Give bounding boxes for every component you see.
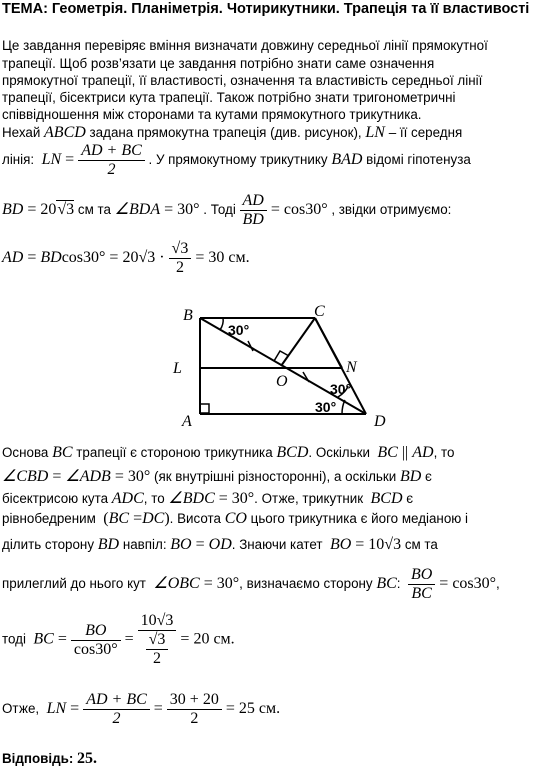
page-title: ТЕМА: Геометрія. Планіметрія. Чотирикутники. Трапеція та її властивості — [2, 1, 530, 17]
formula-line: прилеглий до нього кут ∠OBC = 30°, визначаємо сторону BC: $\frac{BO}{BC}$ = cos30°, — [2, 566, 500, 602]
formula-line: Отже, LN = $\frac{AD + BC}{2}$ = $\frac{30 + 20}{2}$ = 25 см. — [2, 691, 281, 727]
point-label-l: L — [173, 360, 182, 377]
fraction: $\frac{√3}{2}$ — [169, 240, 192, 277]
angle-label-b: 30° — [228, 322, 250, 338]
text-line: рівнобедреним (BC =DC). Висота CO цього трикутника є його медіаною і — [2, 510, 469, 527]
vertex-label-d: D — [374, 413, 386, 430]
formula-line: лінія: LN = $\frac{AD + BC}{2}$ . У прямокутному трикутнику BAD відомі гіпотенуза — [2, 142, 471, 178]
formula-line: AD = BDcos30° = 20√3 · $\frac{√3}{2}$ = 30 см. — [2, 240, 250, 276]
formula-line: тоді BC = $\frac{BO}{\cos 30^\circ}$ = $\frac{10√3}{\frac{√3}{2}}$ = 20 см. — [2, 612, 235, 667]
answer-label: Відповідь: — [2, 751, 74, 766]
angle-label-d-upper: 30° — [330, 381, 352, 397]
trapezoid-diagram — [170, 300, 400, 430]
fraction: $\frac{30 + 20}{2}$ — [167, 691, 222, 728]
fraction: $\frac{BO}{BC}$ — [408, 566, 435, 603]
vertex-label-c: C — [314, 303, 325, 320]
answer-line — [2, 750, 97, 768]
text-line: ∠CBD = ∠ADB = 30° (як внутрішні різносторонні), а оскільки BD є — [2, 468, 432, 485]
angle-label-d-lower: 30° — [315, 399, 337, 415]
vertex-label-b: B — [183, 307, 193, 324]
fraction: $\frac{BO}{\cos 30^\circ}$ — [71, 622, 121, 659]
fraction: $\frac{AD + BC}{2}$ — [78, 142, 145, 179]
answer-value: 25. — [77, 750, 98, 767]
fraction: $\frac{10√3}{\frac{√3}{2}}$ — [138, 612, 177, 668]
fraction: $\frac{AD + BC}{2}$ — [83, 691, 150, 728]
text-line: Основа BC трапеції є стороною трикутника BCD. Оскільки BC || AD, то — [2, 444, 455, 461]
formula-line: BD = 20√3 см та ∠BDA = 30° . Тоді $\frac{AD}{BD}$ = cos30° , звідки отримуємо: — [2, 192, 452, 228]
fraction: $\frac{AD}{BD}$ — [240, 192, 267, 229]
point-label-n: N — [346, 359, 357, 376]
text-line: Нехай ABCD задана прямокутна трапеція (див. рисунок), LN – її середня — [2, 124, 463, 141]
point-label-o: O — [276, 373, 288, 390]
text-line: ділить сторону BD навпіл: BO = OD. Знаючи катет BO = 10√3 см та — [2, 536, 438, 553]
text-line: бісектрисою кута ADC, то ∠BDC = 30°. Отже, трикутник BCD є — [2, 490, 414, 507]
vertex-label-a: A — [182, 413, 192, 430]
